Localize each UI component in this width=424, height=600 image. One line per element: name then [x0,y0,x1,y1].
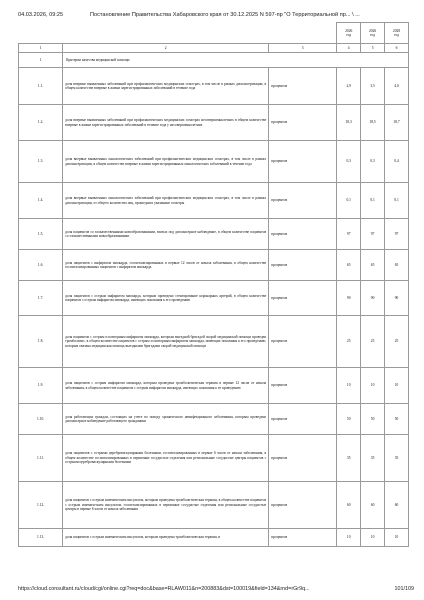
row-number: 1.10. [19,404,63,435]
row-number: 1.12. [19,482,63,529]
indicator-description: доля пациентов с острым ишемическим инсультом, которым проведена тромболитическая терапия, в общем количестве пациентов с острым ишемическим инсультом, госпитализированных в первичные сосудистые отделения или региональные сосудистые центры в первые 6 часов от начала заболевания [63,482,269,529]
row-number: 1.3. [19,141,63,183]
row-number: 1.13. [19,529,63,547]
page-footer [18,586,414,594]
value-2027: 97 [361,219,385,250]
table-row [19,68,409,105]
col-number: 5 [361,44,385,53]
unit: процентов [269,281,337,316]
row-number: 1.5. [19,219,63,250]
indicator-description: доля пациентов с инфарктом миокарда, госпитализированных в первые 12 часов от начала заболевания, в общем количестве госпитализированных пациентов с инфарктом миокарда [63,250,269,281]
row-number: 1.9. [19,368,63,404]
col-number: 1 [19,44,63,53]
value-2026: 18,3 [337,105,361,141]
table-row [19,250,409,281]
column-number-row [19,44,409,53]
value-2027: 3,5 [361,68,385,105]
value-2026: 25 [337,316,361,368]
table-row [19,183,409,219]
unit: процентов [269,105,337,141]
table-row [19,482,409,529]
value-2028: 18,7 [385,105,409,141]
year-col-3: 2028 год [385,23,409,44]
col-number: 3 [269,44,337,53]
value-2028: 10 [385,529,409,547]
value-2028: 60 [385,482,409,529]
unit: процентов [269,404,337,435]
table-row [19,219,409,250]
value-2028: 4,0 [385,68,409,105]
indicator-description: доля работающих граждан, состоящих на учете по поводу хронического неинфекционного заболевания, которым проведено диспансерное наблюдение работающего гражданина [63,404,269,435]
unit: процентов [269,482,337,529]
table-row [19,404,409,435]
row-number: 1.7. [19,281,63,316]
indicator-description: доля пациентов с острым и повторным инфарктом миокарда, которым выездной бригадой скорой медицинской помощи проведен тромболизис, в общем количестве пациентов с острым и повторным инфарктом миокарда, имеющих показания к его проведению, которым оказана медицинская помощь выездными бригадами скорой медицинской помощи [63,316,269,368]
indicator-description: доля пациентов с острыми цереброваскулярными болезнями, госпитализированных в первые 6 часов от начала заболевания, в общем количестве госпитализированных в первичные сосудистые отделения или региональные сосудистые центры пациентов с острыми цереброваскулярными болезнями [63,435,269,482]
value-2027: 65 [361,250,385,281]
value-2026: 0,1 [337,183,361,219]
value-2028: 65 [385,250,409,281]
document-title: Постановление Правительства Хабаровского края от 30.12.2025 N 597-пр "О Территориальной пр... \ ... [90,12,360,18]
col-number: 2 [63,44,269,53]
value-2027: 10 [361,368,385,404]
indicator-description: доля пациентов с острым инфарктом миокарда, которым проведена тромболитическая терапия в первые 12 часов от начала заболевания, в общем количестве пациентов с острым инфарктом миокарда, имеющих показания к ее проведению [63,368,269,404]
row-number: 1.4. [19,183,63,219]
value-2026: 90 [337,281,361,316]
value-2026: 10 [337,529,361,547]
quality-criteria-table [18,22,409,547]
table-row [19,105,409,141]
unit: процентов [269,529,337,547]
value-2028: 10 [385,368,409,404]
value-2028: 0,4 [385,141,409,183]
unit: процентов [269,219,337,250]
indicator-description: доля пациентов со злокачественными новообразованиями, взятых под диспансерное наблюдение, в общем количестве пациентов со злокачественными новообразованиями [63,219,269,250]
value-2028: 25 [385,316,409,368]
indicator-description: доля впервые выявленных заболеваний при профилактических медицинских осмотрах несовершеннолетних в общем количестве впервые в жизни зарегистрированных заболеваний в течение года у несовершеннолетних [63,105,269,141]
table-row [19,141,409,183]
value-2027: 0,1 [361,183,385,219]
unit: процентов [269,316,337,368]
value-2026: 97 [337,219,361,250]
value-2027: 90 [361,281,385,316]
value-2026: 2,9 [337,68,361,105]
value-2026: 60 [337,482,361,529]
section-row [19,53,409,68]
value-2028: 50 [385,404,409,435]
section-title: Критерии качества медицинской помощи [63,53,409,68]
unit: процентов [269,141,337,183]
unit: процентов [269,435,337,482]
value-2026: 50 [337,404,361,435]
value-2027: 10 [361,529,385,547]
year-col-2: 2026 год [361,23,385,44]
row-number: 1.2. [19,105,63,141]
col-number: 4 [337,44,361,53]
table-row [19,281,409,316]
indicator-description: доля пациентов с острым ишемическим инсультом, которым проведена тромболитическая терапия, в [63,529,269,547]
value-2028: 35 [385,435,409,482]
value-2028: 97 [385,219,409,250]
row-number: 1.1. [19,68,63,105]
unit: процентов [269,250,337,281]
value-2027: 0,3 [361,141,385,183]
value-2028: 0,1 [385,183,409,219]
value-2026: 0,3 [337,141,361,183]
table-row [19,368,409,404]
value-2027: 35 [361,435,385,482]
value-2028: 90 [385,281,409,316]
row-number: 1.8. [19,316,63,368]
table-row [19,435,409,482]
table-row [19,529,409,547]
indicator-description: доля пациентов с острым инфарктом миокарда, которым проведено стентирование коронарных артерий, в общем количестве пациентов с острым инфарктом миокарда, имеющих показания к его проведению [63,281,269,316]
page-header [18,10,414,22]
source-url[interactable]: https://cloud.consultant.ru/cloud/cgi/online.cgi?req=doc&base=RLAW011&n=200883&dst=100019&field=134&rnd=rGr9q... [18,586,310,592]
indicator-description: доля впервые выявленных онкологических заболеваний при профилактических медицинских осмотрах, в том числе в рамках диспансеризации, от общего количества лиц, прошедших указанные осмотры [63,183,269,219]
value-2026: 35 [337,435,361,482]
unit: процентов [269,68,337,105]
unit: процентов [269,183,337,219]
value-2027: 60 [361,482,385,529]
col-number: 6 [385,44,409,53]
value-2027: 50 [361,404,385,435]
print-datetime: 04.03.2026, 09:25 [18,12,64,18]
value-2026: 10 [337,368,361,404]
value-2027: 18,5 [361,105,385,141]
row-number: 1.6. [19,250,63,281]
page-number: 101/109 [394,586,414,592]
row-number: 1.11. [19,435,63,482]
section-number: 1 [19,53,63,68]
value-2027: 25 [361,316,385,368]
unit: процентов [269,368,337,404]
table-row [19,316,409,368]
value-2026: 65 [337,250,361,281]
year-col-1: 2026 год [337,23,361,44]
indicator-description: доля впервые выявленных заболеваний при профилактических медицинских осмотрах, в том числе в рамках диспансеризации, в общем количестве впервые в жизни зарегистрированных заболеваний в течение года [63,68,269,105]
indicator-description: доля впервые выявленных онкологических заболеваний при профилактических медицинских осмотрах, в том числе в рамках диспансеризации, в общем количестве впервые в жизни зарегистрированных онкологических заболеваний в течение года [63,141,269,183]
year-header-row [19,23,409,44]
